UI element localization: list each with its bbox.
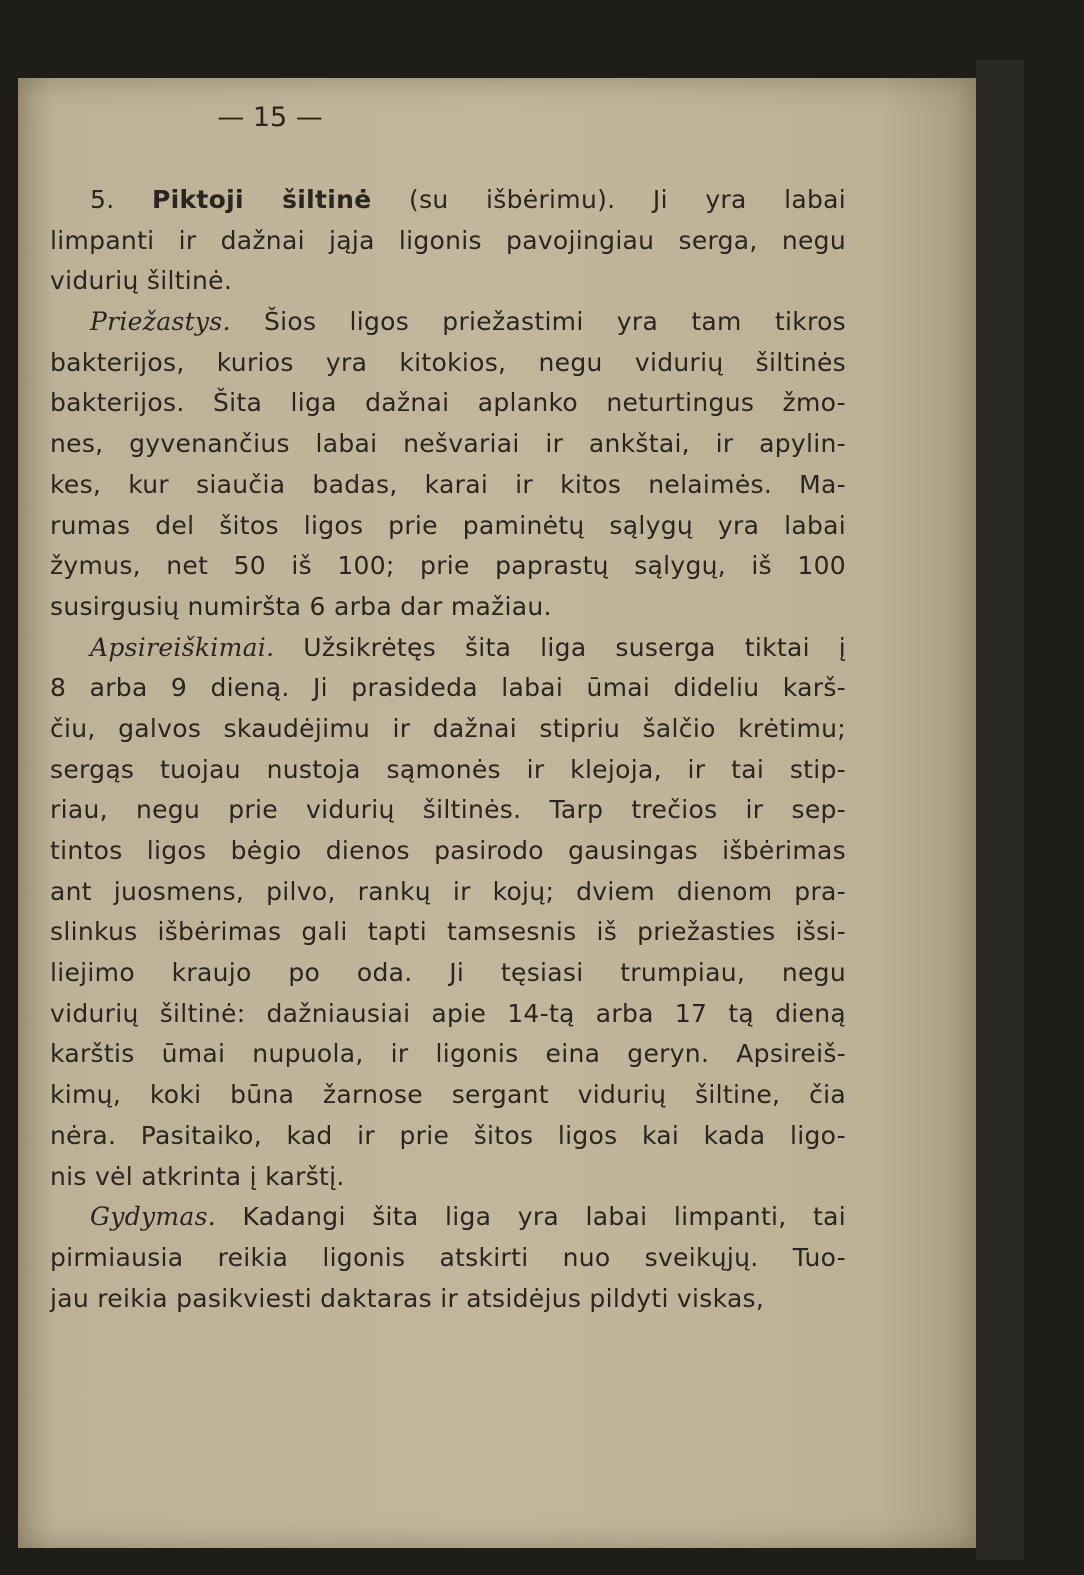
text-line [50,1034,846,1075]
text-line [50,221,846,262]
line-text: limpanti ir dažnai jąja ligonis pavojingiau serga, negu [50,225,846,255]
text-line [50,709,846,750]
body-text [50,180,846,1319]
line-text: (su išbėrimu). Ji yra labai [371,185,847,214]
text-line [50,1157,846,1198]
line-text: ant juosmens, pilvo, rankų ir kojų; dviem dienom pra- [50,876,846,906]
line-text: vidurių šiltinė: dažniausiai apie 14-tą arba 17 tą dieną [50,998,846,1028]
text-line [50,1075,846,1116]
text-line [50,1197,846,1238]
line-text: rumas del šitos ligos prie paminėtų sąlygų yra labai [50,510,846,540]
text-line [50,465,846,506]
text-line [50,546,846,587]
book-edge [976,60,1024,1560]
text-line [50,343,846,384]
line-text: nes, gyvenančius labai nešvariai ir ankštai, ir apylin- [50,429,846,459]
line-text: kimų, koki būna žarnose sergant vidurių šiltine, čia [50,1080,846,1110]
subheading: Gydymas. [90,1202,217,1232]
text-line [50,506,846,547]
subheading: Apsireiškimai. [90,632,275,662]
text-line [50,302,846,343]
line-text: slinkus išbėrimas gali tapti tamsesnis iš priežasties išsi- [50,917,846,947]
text-line [50,1279,846,1320]
text-line [50,872,846,913]
text-line [50,831,846,872]
text-line [50,953,846,994]
line-text: jau reikia pasikviesti daktaras ir atsidėjus pildyti viskas, [50,1283,765,1313]
line-text: Kadangi šita liga yra labai limpanti, tai [216,1202,846,1232]
section-number: 5. [90,185,152,214]
line-text: 8 arba 9 dieną. Ji prasideda labai ūmai dideliu karš- [50,673,846,703]
line-text: liejimo kraujo po oda. Ji tęsiasi trumpiau, negu [50,958,846,988]
text-line [50,587,846,628]
text-line [50,1116,846,1157]
line-text: riau, negu prie vidurių šiltinės. Tarp trečios ir sep- [50,795,846,825]
line-text: čiu, galvos skaudėjimu ir dažnai stipriu šalčio krėtimu; [50,713,846,743]
line-text: kes, kur siaučia badas, karai ir kitos nelaimės. Ma- [50,469,846,499]
text-line [50,912,846,953]
line-text: tintos ligos bėgio dienos pasirodo gausingas išbėrimas [50,836,846,865]
line-text: pirmiausia reikia ligonis atskirti nuo sveikųjų. Tuo- [50,1242,846,1272]
text-line [50,1238,846,1279]
line-text: sergąs tuojau nustoja sąmonės ir klejoja, ir tai stip- [50,754,846,784]
line-text: bakterijos. Šita liga dažnai aplanko neturtingus žmo- [50,388,846,418]
line-text: nėra. Pasitaiko, kad ir prie šitos ligos kai kada ligo- [50,1120,846,1150]
text-line [50,994,846,1035]
line-text: nis vėl atkrinta į karštį. [50,1161,345,1191]
text-line [50,261,846,302]
line-text: Užsikrėtęs šita liga suserga tiktai į [274,632,846,662]
subheading: Priežastys. [90,307,231,337]
section-title: Piktoji šiltinė [151,185,372,214]
text-line [50,180,846,221]
text-line [50,668,846,709]
page-number: — 15 — [217,102,323,133]
line-text: bakterijos, kurios yra kitokios, negu vidurių šiltinės [50,347,846,377]
text-line [50,750,846,791]
line-text: žymus, net 50 iš 100; prie paprastų sąlygų, iš 100 [50,551,846,581]
line-text: karštis ūmai nupuola, ir ligonis eina geryn. Apsireiš- [50,1039,846,1069]
text-line [50,383,846,424]
text-line [50,790,846,831]
text-line [50,424,846,465]
line-text: vidurių šiltinė. [50,266,233,296]
line-text: Šios ligos priežastimi yra tam tikros [230,307,846,337]
text-line [50,628,846,669]
line-text: susirgusių numiršta 6 arba dar mažiau. [50,591,552,621]
